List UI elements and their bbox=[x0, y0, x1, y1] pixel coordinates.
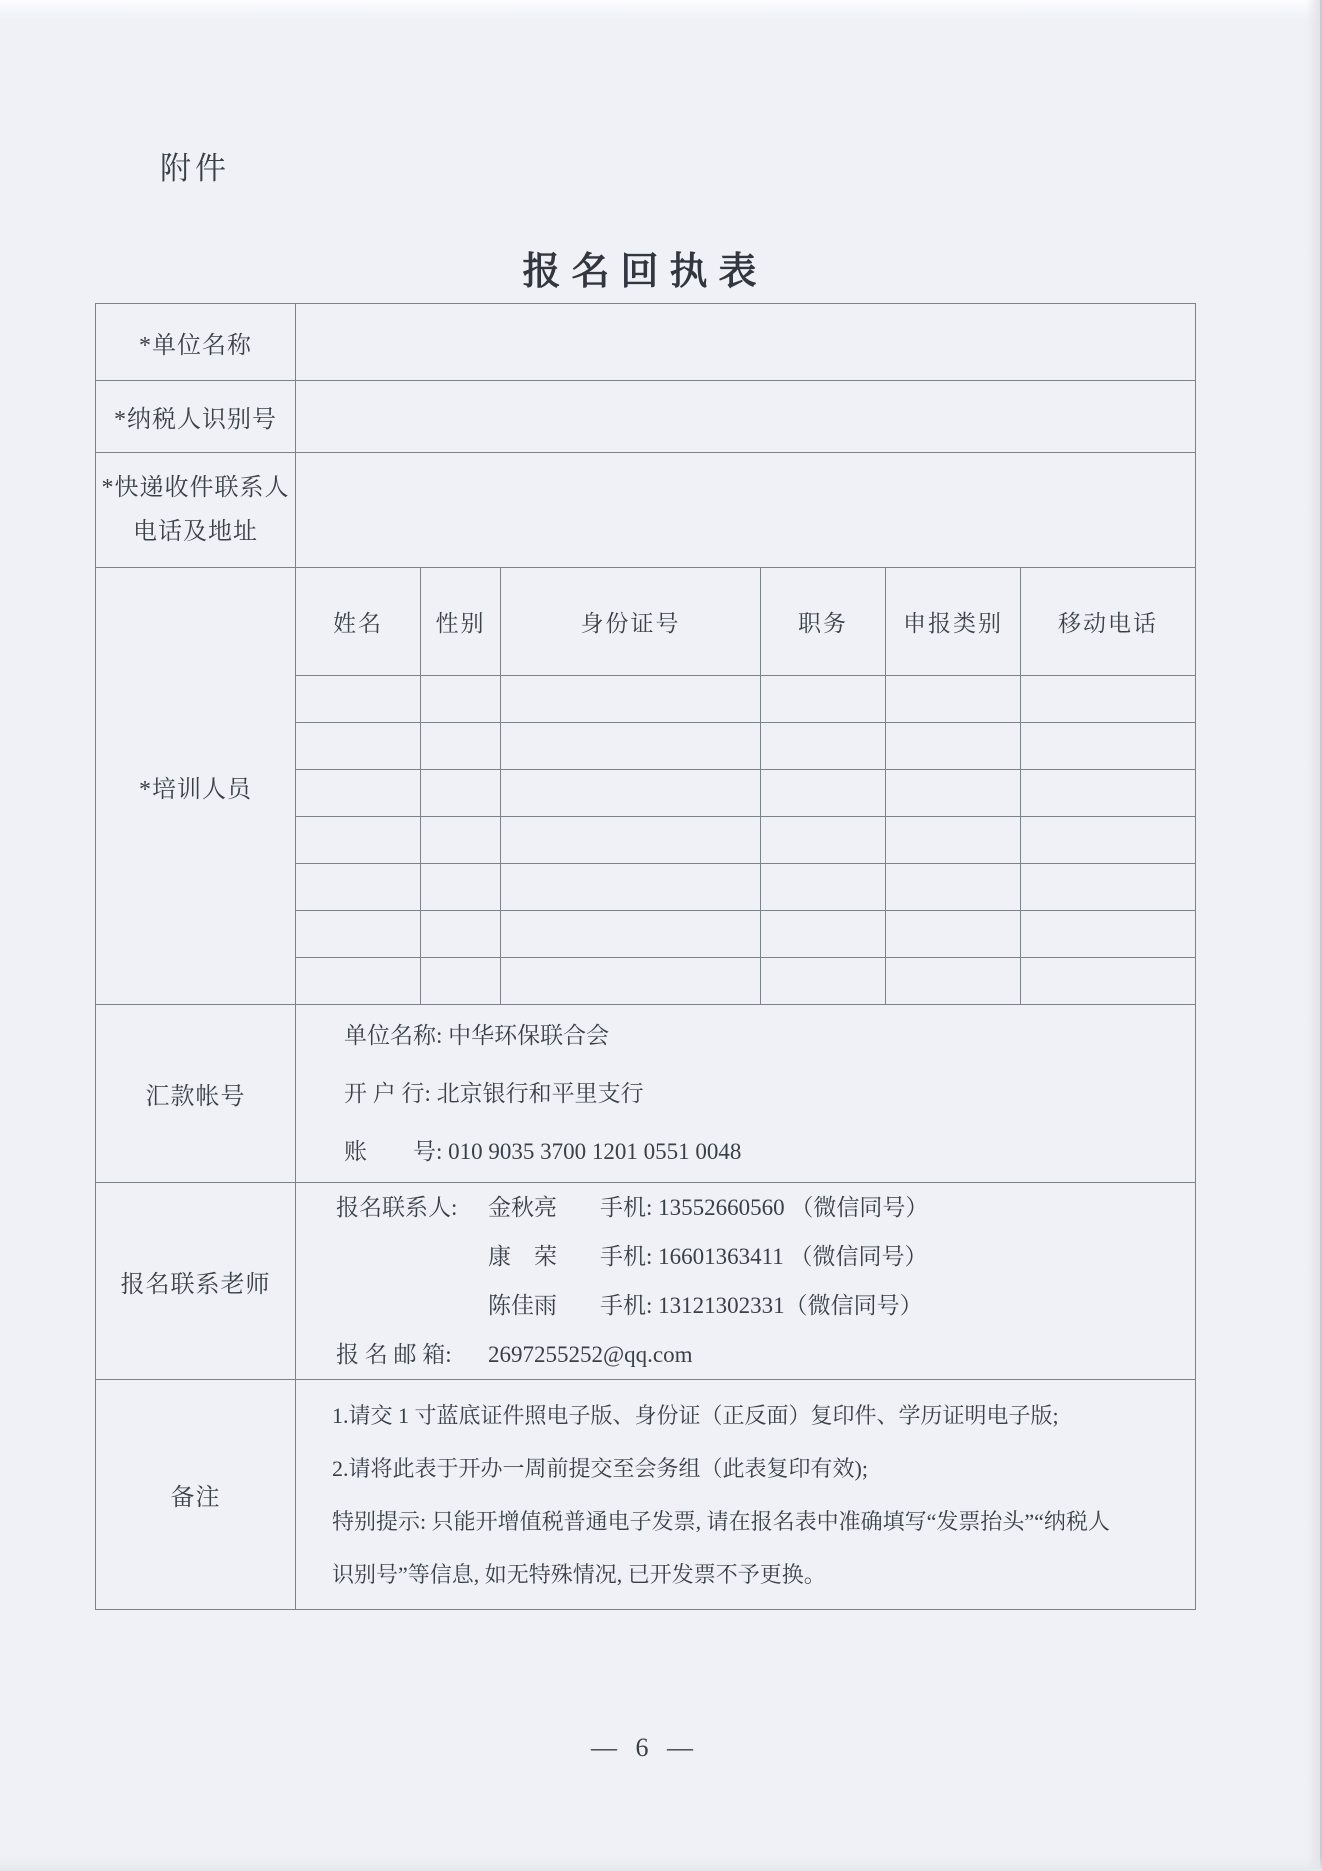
unit-name-label: *单位名称 bbox=[96, 304, 296, 381]
courier-contact-label bbox=[96, 453, 296, 568]
contact-phone-2: 手机: 16601363411 （微信同号） bbox=[600, 1244, 928, 1269]
trainee-gender-cell[interactable] bbox=[421, 770, 501, 817]
trainee-position-cell[interactable] bbox=[761, 817, 886, 864]
trainee-position-cell[interactable] bbox=[761, 911, 886, 958]
trainee-gender-cell[interactable] bbox=[421, 723, 501, 770]
contact-row bbox=[96, 1183, 1196, 1380]
remittance-bank-key: 开 户 行: bbox=[344, 1080, 437, 1106]
notes-line-2: 2.请将此表于开办一周前提交至会务组（此表复印有效); bbox=[332, 1455, 868, 1481]
remittance-label: 汇款帐号 bbox=[96, 1005, 296, 1183]
trainee-position-cell[interactable] bbox=[761, 723, 886, 770]
trainee-id-cell[interactable] bbox=[501, 911, 761, 958]
trainee-name-cell[interactable] bbox=[296, 723, 421, 770]
trainee-name-cell[interactable] bbox=[296, 676, 421, 723]
trainee-id-cell[interactable] bbox=[501, 958, 761, 1005]
trainee-gender-cell[interactable] bbox=[421, 958, 501, 1005]
trainee-category-cell[interactable] bbox=[886, 864, 1021, 911]
trainee-position-cell[interactable] bbox=[761, 958, 886, 1005]
trainee-category-cell[interactable] bbox=[886, 958, 1021, 1005]
col-header-id-number: 身份证号 bbox=[501, 568, 761, 676]
trainee-category-cell[interactable] bbox=[886, 817, 1021, 864]
contact-phone-3: 手机: 13121302331（微信同号） bbox=[600, 1293, 923, 1318]
trainee-position-cell[interactable] bbox=[761, 770, 886, 817]
contact-email-key: 报 名 邮 箱: bbox=[336, 1342, 458, 1367]
notes-row bbox=[96, 1380, 1196, 1610]
remittance-row bbox=[96, 1005, 1196, 1183]
contact-name-2: 康 荣 bbox=[488, 1244, 557, 1269]
remittance-content-cell bbox=[296, 1005, 1196, 1183]
trainee-header-row bbox=[96, 568, 1196, 676]
trainee-id-cell[interactable] bbox=[501, 723, 761, 770]
col-header-mobile: 移动电话 bbox=[1021, 568, 1196, 676]
trainee-name-cell[interactable] bbox=[296, 770, 421, 817]
table-row bbox=[96, 453, 1196, 568]
contact-phone-1: 手机: 13552660560 （微信同号） bbox=[600, 1195, 929, 1220]
scan-right-edge bbox=[1306, 0, 1322, 1871]
trainee-gender-cell[interactable] bbox=[421, 864, 501, 911]
trainee-mobile-cell[interactable] bbox=[1021, 864, 1196, 911]
trainees-label: *培训人员 bbox=[96, 568, 296, 1005]
attachment-label: 附件 bbox=[160, 151, 230, 186]
trainee-category-cell[interactable] bbox=[886, 911, 1021, 958]
trainee-mobile-cell[interactable] bbox=[1021, 911, 1196, 958]
trainee-gender-cell[interactable] bbox=[421, 817, 501, 864]
contact-email-line bbox=[336, 1330, 1195, 1379]
contact-prefix-1: 报名联系人: bbox=[336, 1195, 464, 1220]
trainee-mobile-cell[interactable] bbox=[1021, 770, 1196, 817]
courier-contact-label-line2: 电话及地址 bbox=[133, 519, 258, 545]
remittance-unit-key: 单位名称: bbox=[344, 1022, 449, 1048]
notes-line-1: 1.请交 1 寸蓝底证件照电子版、身份证（正反面）复印件、学历证明电子版; bbox=[332, 1402, 1059, 1428]
registration-form-table bbox=[95, 303, 1196, 1610]
notes-line-3: 特别提示: 只能开增值税普通电子发票, 请在报名表中准确填写“发票抬头”“纳税人 bbox=[332, 1508, 1110, 1534]
trainee-mobile-cell[interactable] bbox=[1021, 676, 1196, 723]
trainee-gender-cell[interactable] bbox=[421, 911, 501, 958]
taxpayer-id-value-cell[interactable] bbox=[296, 381, 1196, 453]
contact-email-value: 2697255252@qq.com bbox=[488, 1342, 693, 1367]
table-row bbox=[96, 381, 1196, 453]
page-title: 报名回执表 bbox=[522, 251, 768, 293]
unit-name-value-cell[interactable] bbox=[296, 304, 1196, 381]
trainee-category-cell[interactable] bbox=[886, 770, 1021, 817]
trainee-mobile-cell[interactable] bbox=[1021, 817, 1196, 864]
remittance-account-line bbox=[344, 1123, 1195, 1181]
contact-line-1 bbox=[336, 1183, 1195, 1232]
trainee-gender-cell[interactable] bbox=[421, 676, 501, 723]
remittance-unit-line bbox=[344, 1007, 1195, 1065]
courier-contact-label-line1: *快递收件联系人 bbox=[101, 475, 290, 501]
remittance-account-value: 010 9035 3700 1201 0551 0048 bbox=[448, 1138, 742, 1164]
trainee-category-cell[interactable] bbox=[886, 723, 1021, 770]
contact-content-cell bbox=[296, 1183, 1196, 1380]
trainee-id-cell[interactable] bbox=[501, 676, 761, 723]
trainee-name-cell[interactable] bbox=[296, 864, 421, 911]
remittance-account-key: 账 号: bbox=[344, 1138, 449, 1164]
trainee-id-cell[interactable] bbox=[501, 770, 761, 817]
taxpayer-id-label: *纳税人识别号 bbox=[96, 381, 296, 453]
table-row bbox=[96, 304, 1196, 381]
remittance-bank-value: 北京银行和平里支行 bbox=[436, 1080, 644, 1106]
trainee-category-cell[interactable] bbox=[886, 676, 1021, 723]
contact-name-1: 金秋亮 bbox=[488, 1195, 557, 1220]
col-header-position: 职务 bbox=[761, 568, 886, 676]
remittance-bank-line bbox=[344, 1065, 1195, 1123]
scan-bottom-edge bbox=[0, 1857, 1322, 1871]
trainee-position-cell[interactable] bbox=[761, 864, 886, 911]
trainee-name-cell[interactable] bbox=[296, 958, 421, 1005]
col-header-gender: 性别 bbox=[421, 568, 501, 676]
trainee-name-cell[interactable] bbox=[296, 911, 421, 958]
notes-label: 备注 bbox=[96, 1380, 296, 1610]
page-number: — 6 — bbox=[591, 1733, 699, 1762]
remittance-unit-value: 中华环保联合会 bbox=[448, 1022, 610, 1048]
notes-content-cell bbox=[296, 1380, 1196, 1610]
scan-top-edge bbox=[0, 0, 1322, 20]
trainee-position-cell[interactable] bbox=[761, 676, 886, 723]
trainee-id-cell[interactable] bbox=[501, 817, 761, 864]
trainee-mobile-cell[interactable] bbox=[1021, 958, 1196, 1005]
notes-line-4: 识别号”等信息, 如无特殊情况, 已开发票不予更换。 bbox=[332, 1561, 826, 1587]
contact-line-2 bbox=[336, 1232, 1195, 1281]
courier-contact-value-cell[interactable] bbox=[296, 453, 1196, 568]
col-header-name: 姓名 bbox=[296, 568, 421, 676]
trainee-name-cell[interactable] bbox=[296, 817, 421, 864]
contact-label: 报名联系老师 bbox=[96, 1183, 296, 1380]
col-header-category: 申报类别 bbox=[886, 568, 1021, 676]
contact-line-3 bbox=[336, 1281, 1195, 1330]
contact-name-3: 陈佳雨 bbox=[488, 1293, 557, 1318]
trainee-id-cell[interactable] bbox=[501, 864, 761, 911]
trainee-mobile-cell[interactable] bbox=[1021, 723, 1196, 770]
